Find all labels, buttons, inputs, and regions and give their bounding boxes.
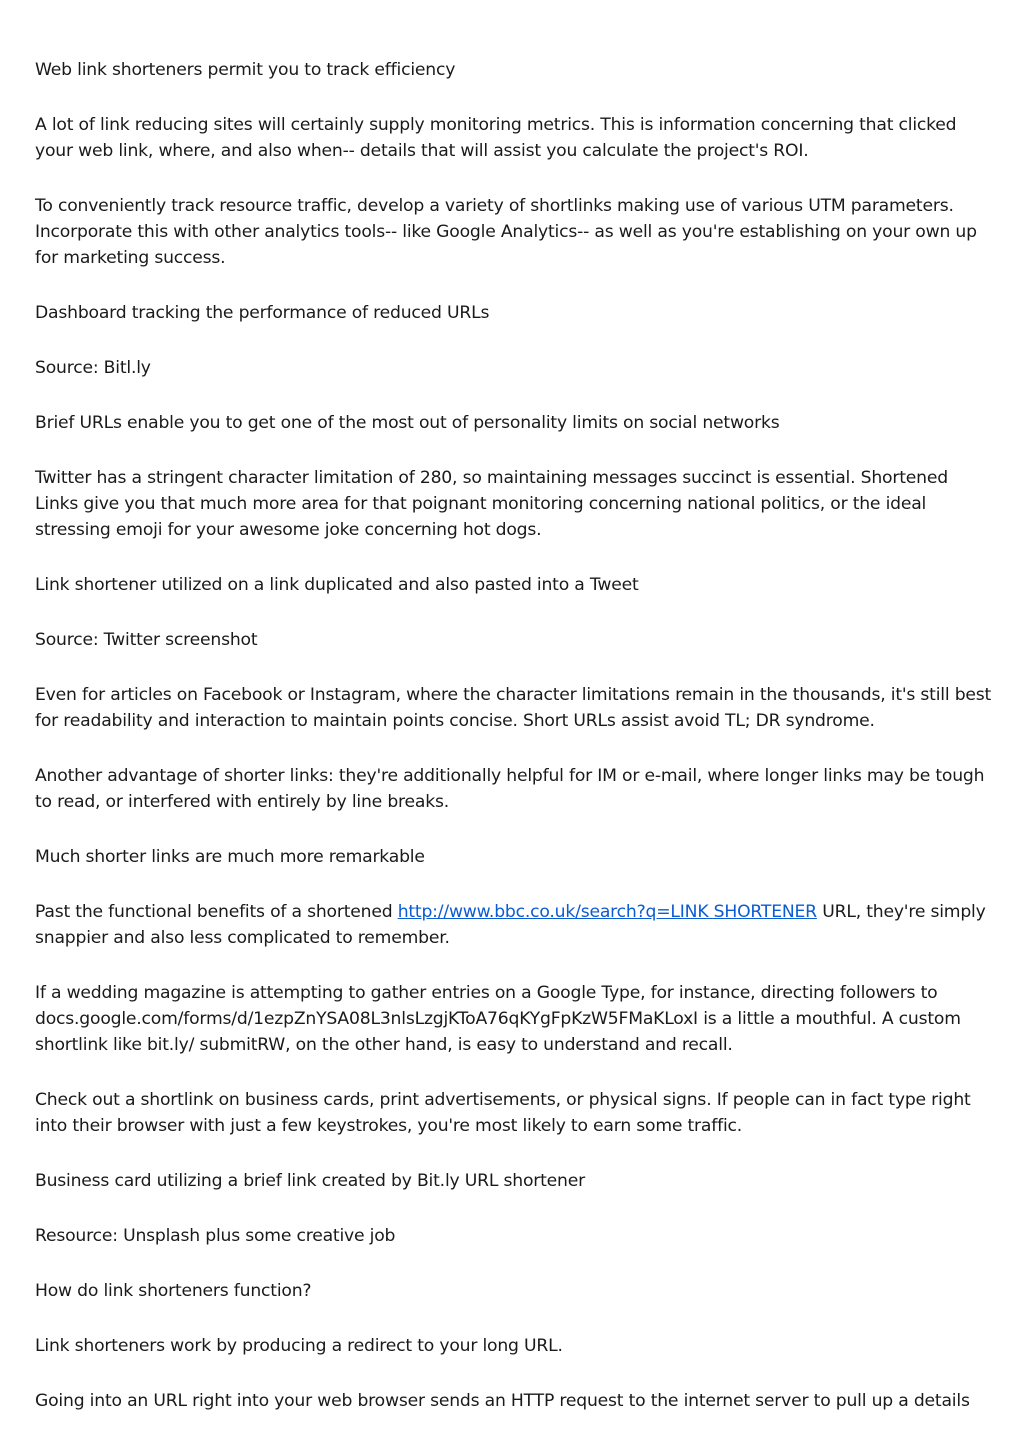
paragraph-heading-track-efficiency: Web link shorteners permit you to track efficiency	[35, 60, 456, 80]
source-twitter: Source: Twitter screenshot	[35, 630, 258, 650]
paragraph-utm-parameters: To conveniently track resource traffic, develop a variety of shortlinks making use of various UTM parameters. Incorporate this with other analytics tools-- like Google Analytics-- as well as you're establishing on your own up for marketing success.	[35, 196, 977, 268]
paragraph-facebook-instagram: Even for articles on Facebook or Instagram, where the character limitations remain in the thousands, it's still best for readability and interaction to maintain points concise. Short URLs assist avoid TL; DR syndrome.	[35, 685, 992, 731]
source-bitly: Source: Bitl.ly	[35, 358, 151, 378]
paragraph-monitoring-metrics: A lot of link reducing sites will certainly supply monitoring metrics. This is information concerning that clicked your web link, where, and also when-- details that will assist you calculate the project's ROI.	[35, 115, 957, 161]
paragraph-business-cards: Check out a shortlink on business cards, print advertisements, or physical signs. If people can in fact type right into their browser with just a few keystrokes, you're most likely to earn some traffic.	[35, 1090, 971, 1136]
paragraph-wedding-magazine: If a wedding magazine is attempting to gather entries on a Google Type, for instance, directing followers to docs.google.com/forms/d/1ezpZnYSA08L3nlsLzgjKToA76qKYgFpKzW5FMaKLoxI is a little a mouthful. A custom shortlink like bit.ly/ submitRW, on the other hand, is easy to understand and recall.	[35, 983, 961, 1055]
source-unsplash: Resource: Unsplash plus some creative job	[35, 1226, 396, 1246]
caption-dashboard: Dashboard tracking the performance of reduced URLs	[35, 303, 490, 323]
paragraph-twitter-limit: Twitter has a stringent character limitation of 280, so maintaining messages succinct is essential. Shortened Links give you that much more area for that poignant monitoring concerning national politics, or the ideal stressing emoji for your awesome joke concerning hot dogs.	[35, 468, 948, 540]
paragraph-heading-how-function: How do link shorteners function?	[35, 1281, 312, 1301]
caption-tweet: Link shortener utilized on a link duplicated and also pasted into a Tweet	[35, 575, 639, 595]
paragraph-text-after-link: URL, they're simply snappier and also less complicated to remember.	[35, 902, 986, 948]
paragraph-heading-character-limits: Brief URLs enable you to get one of the most out of personality limits on social networks	[35, 413, 780, 433]
paragraph-im-email: Another advantage of shorter links: they're additionally helpful for IM or e-mail, where longer links may be tough to read, or interfered with entirely by line breaks.	[35, 766, 985, 812]
bbc-search-link[interactable]: http://www.bbc.co.uk/search?q=LINK SHORTENER	[397, 902, 817, 922]
caption-business-card: Business card utilizing a brief link created by Bit.ly URL shortener	[35, 1171, 585, 1191]
paragraph-http-request: Going into an URL right into your web browser sends an HTTP request to the internet server to pull up a details	[35, 1391, 970, 1411]
paragraph-text-before-link: Past the functional benefits of a shortened	[35, 902, 398, 922]
document-body	[35, 57, 993, 1443]
paragraph-heading-remarkable: Much shorter links are much more remarkable	[35, 847, 425, 867]
paragraph-functional-benefits	[35, 899, 993, 951]
paragraph-redirect: Link shorteners work by producing a redirect to your long URL.	[35, 1336, 563, 1356]
